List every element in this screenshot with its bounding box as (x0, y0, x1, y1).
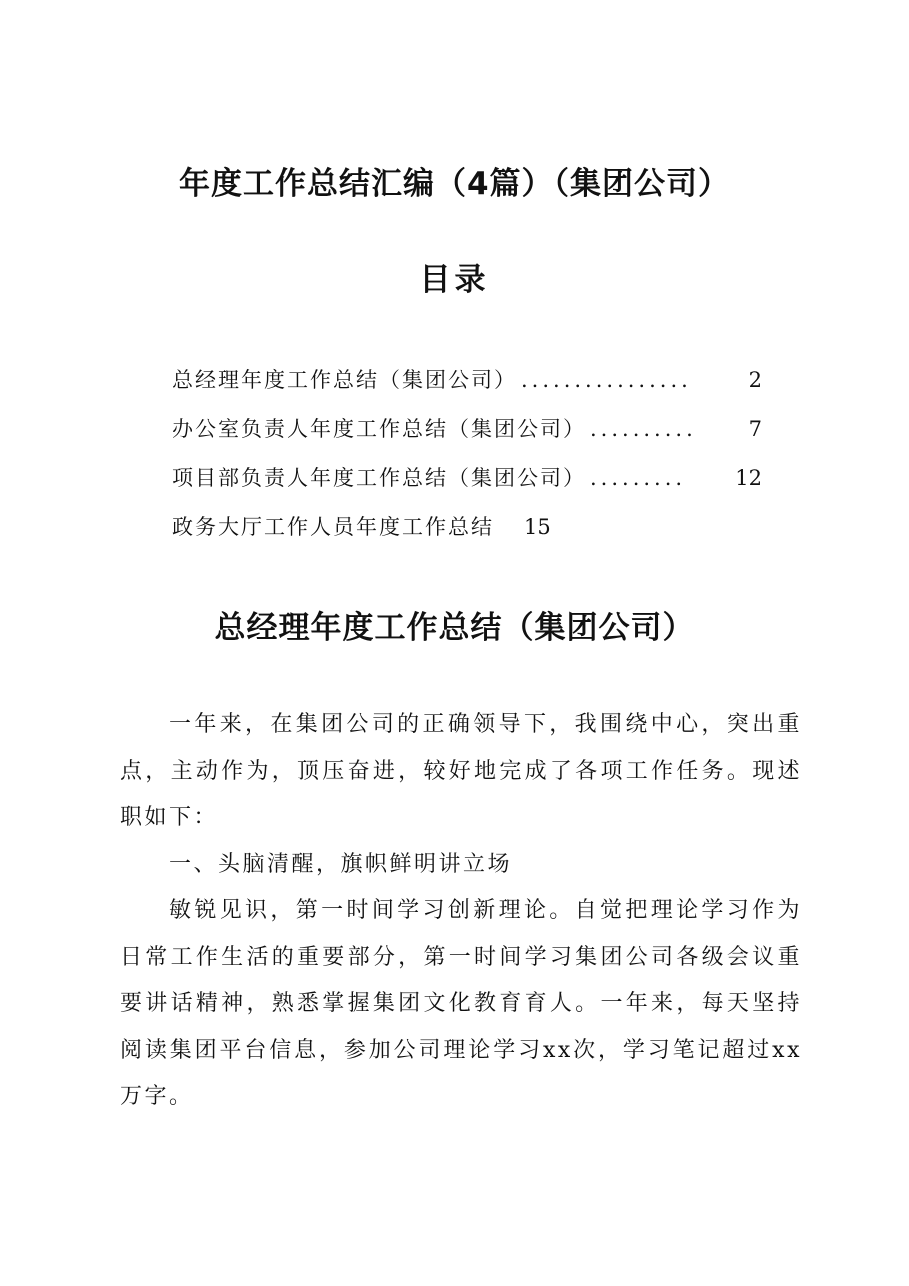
toc-leader-dots: ......... (590, 466, 687, 490)
toc-page-number: 12 (735, 466, 762, 490)
table-of-contents (172, 364, 762, 560)
toc-entry[interactable] (172, 511, 762, 560)
toc-entry[interactable] (172, 413, 762, 462)
document-title: 年度工作总结汇编（4篇）（集团公司） (178, 166, 731, 202)
toc-page-number: 15 (524, 515, 551, 539)
toc-entry-title: 总经理年度工作总结（集团公司） (172, 368, 517, 392)
toc-leader-dots: .......... (590, 417, 697, 441)
toc-entry-title: 项目部负责人年度工作总结（集团公司） (172, 466, 586, 490)
toc-page-number: 2 (748, 368, 762, 392)
paragraph: 一年来，在集团公司的正确领导下，我围绕中心，突出重点，主动作为，顶压奋进，较好地完成了各项工作任务。现述职如下： (120, 712, 802, 830)
paragraph-heading: 一、头脑清醒，旗帜鲜明讲立场 (169, 851, 513, 877)
body-text (120, 702, 802, 1121)
toc-leader-dots: ................ (521, 368, 692, 392)
paragraph: 敏锐见识，第一时间学习创新理论。自觉把理论学习作为日常工作生活的重要部分，第一时间学习集团公司各级会议重要讲话精神，熟悉掌握集团文化教育育人。一年来，每天坚持阅读集团平台信息，参加公司理论学习xx次，学习笔记超过xx万字。 (120, 898, 802, 1109)
toc-entry[interactable] (172, 462, 762, 511)
toc-entry-title: 办公室负责人年度工作总结（集团公司） (172, 417, 586, 441)
toc-heading: 目录 (419, 262, 490, 298)
toc-page-number: 7 (748, 417, 762, 441)
toc-entry-title: 政务大厅工作人员年度工作总结 (172, 515, 494, 539)
toc-entry[interactable] (172, 364, 762, 413)
section-title: 总经理年度工作总结（集团公司） (214, 610, 695, 646)
